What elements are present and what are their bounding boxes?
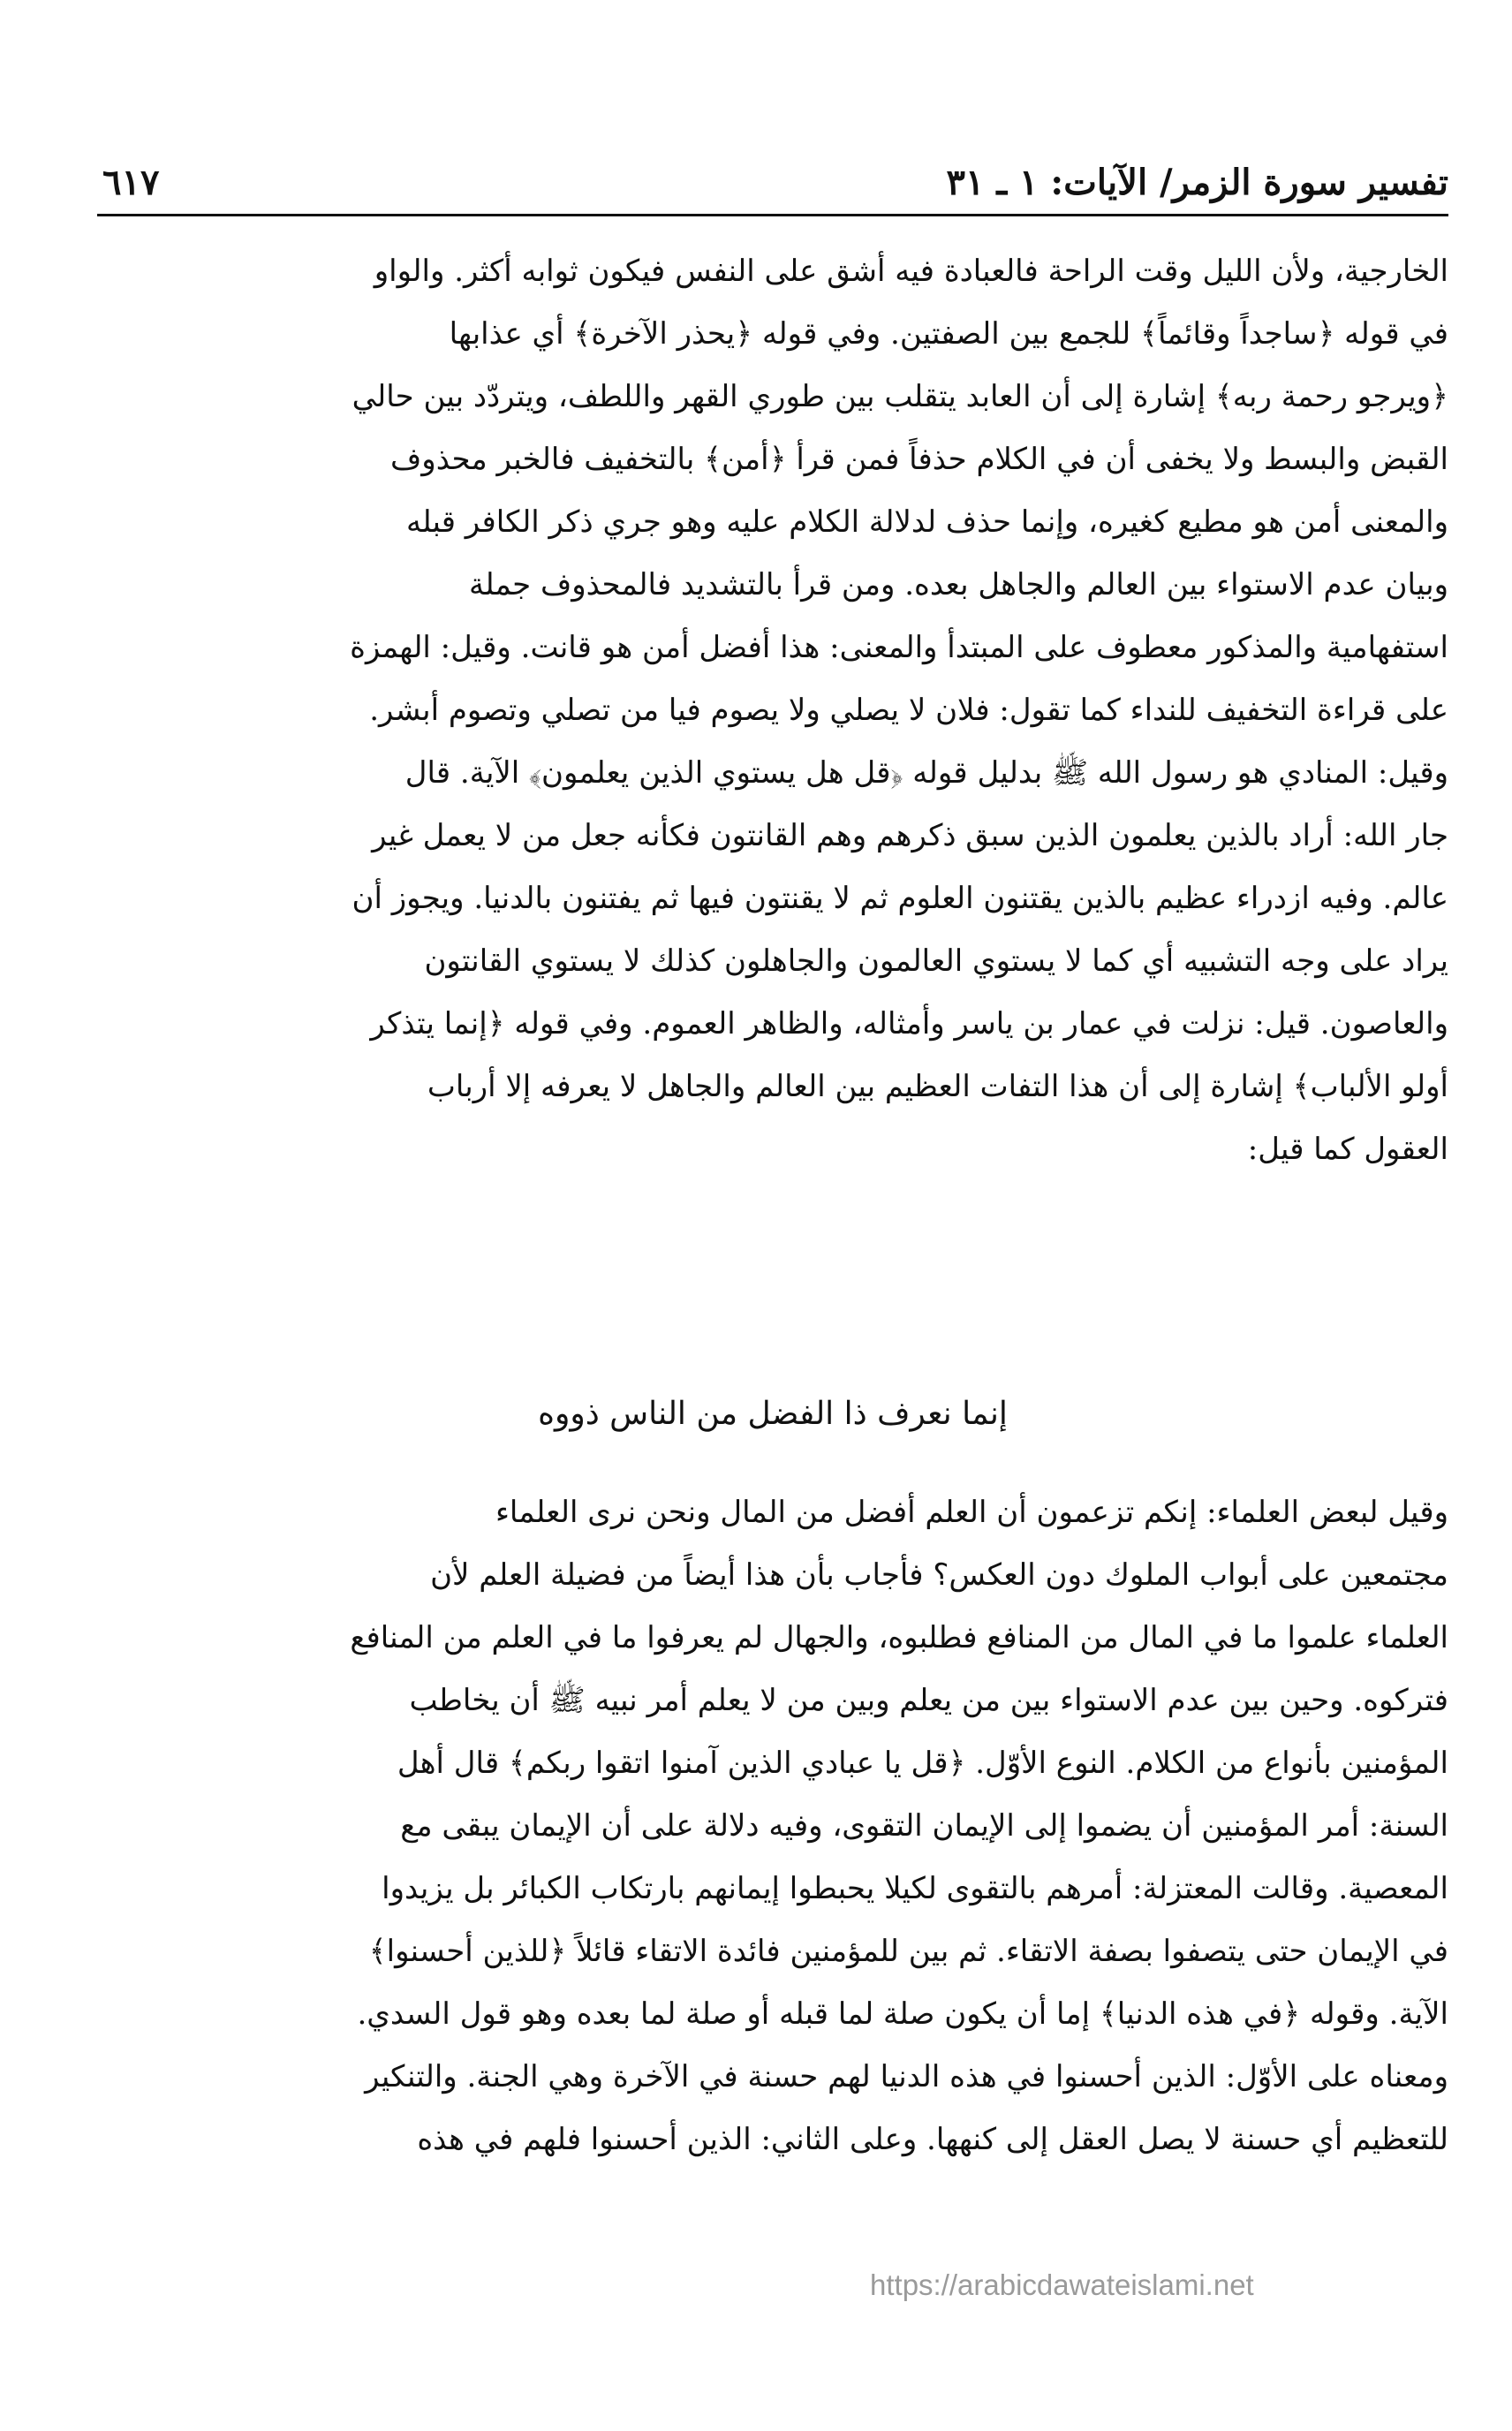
text-line: المؤمنين بأنواع من الكلام. النوع الأوّل. ﴿قل يا عبادي الذين آمنوا اتقوا ربكم﴾ قال أهل — [397, 1746, 1448, 1781]
paragraph-1 — [97, 240, 1448, 1181]
text-line: العقول كما قيل: — [1247, 1132, 1448, 1167]
text-line: وقيل: المنادي هو رسول الله ﷺ بدليل قوله ﴿قل هل يستوي الذين يعلمون﴾ الآية. قال — [404, 755, 1448, 791]
text-line: والعاصون. قيل: نزلت في عمار بن ياسر وأمثاله، والظاهر العموم. وفي قوله ﴿إنما يتذكر — [370, 1006, 1448, 1041]
text-line: القبض والبسط ولا يخفى أن في الكلام حذفاً فمن قرأ ﴿أمن﴾ بالتخفيف فالخبر محذوف — [390, 442, 1448, 477]
paragraph-2 — [97, 1481, 1448, 2171]
text-line: في الإيمان حتى يتصفوا بصفة الاتقاء. ثم بين للمؤمنين فائدة الاتقاء قائلاً ﴿للذين أحسنوا﴾ — [368, 1934, 1448, 1969]
running-title: تفسير سورة الزمر/ الآيات: ١ ـ ٣١ — [946, 162, 1448, 203]
text-line: ﴿ويرجو رحمة ربه﴾ إشارة إلى أن العابد يتقلب بين طوري القهر واللطف، ويتردّد بين حالي — [352, 379, 1448, 414]
text-line: في قوله ﴿ساجداً وقائماً﴾ للجمع بين الصفتين. وفي قوله ﴿يحذر الآخرة﴾ أي عذابها — [449, 316, 1448, 352]
text-line: أولو الألباب﴾ إشارة إلى أن هذا التفات العظيم بين العالم والجاهل لا يعرفه إلا أرباب — [427, 1069, 1448, 1104]
text-line: وقيل لبعض العلماء: إنكم تزعمون أن العلم أفضل من المال ونحن نرى العلماء — [495, 1495, 1448, 1530]
text-line: وبيان عدم الاستواء بين العالم والجاهل بعده. ومن قرأ بالتشديد فالمحذوف جملة — [469, 567, 1448, 602]
text-line: استفهامية والمذكور معطوف على المبتدأ والمعنى: هذا أفضل أمن هو قانت. وقيل: الهمزة — [350, 630, 1448, 665]
watermark-url: https://arabicdawateislami.net — [870, 2268, 1254, 2301]
text-line: الآية. وقوله ﴿في هذه الدنيا﴾ إما أن يكون صلة لما قبله أو صلة لما بعده وهو قول السدي. — [357, 1996, 1448, 2032]
text-line: الخارجية، ولأن الليل وقت الراحة فالعبادة فيه أشق على النفس فيكون ثوابه أكثر. والواو — [374, 254, 1448, 289]
text-line: يراد على وجه التشبيه أي كما لا يستوي العالمون والجاهلون كذلك لا يستوي القانتون — [424, 943, 1448, 979]
text-line: العلماء علموا ما في المال من المنافع فطلبوه، والجهال لم يعرفوا ما في العلم من المنافع — [350, 1620, 1448, 1655]
page-header — [97, 150, 1448, 216]
text-line: ومعناه على الأوّل: الذين أحسنوا في هذه الدنيا لهم حسنة في الآخرة وهي الجنة. والتنكير — [365, 2059, 1448, 2094]
page-number: ٦١٧ — [102, 162, 160, 203]
text-line: عالم. وفيه ازدراء عظيم بالذين يقتنون العلوم ثم لا يقنتون فيها ثم يفتنون بالدنيا. ويجوز أن — [352, 881, 1448, 916]
poetry-verse: إنما نعرف ذا الفضل من الناس ذووه — [538, 1396, 1008, 1432]
text-line: مجتمعين على أبواب الملوك دون العكس؟ فأجاب بأن هذا أيضاً من فضيلة العلم لأن — [430, 1557, 1448, 1593]
text-line: فتركوه. وحين بين عدم الاستواء بين من يعلم وبين من لا يعلم أمر نبيه ﷺ أن يخاطب — [409, 1683, 1448, 1718]
text-line: على قراءة التخفيف للنداء كما تقول: فلان لا يصلي ولا يصوم فيا من تصلي وتصوم أبشر. — [369, 693, 1448, 728]
text-line: جار الله: أراد بالذين يعلمون الذين سبق ذكرهم وهم القانتون فكأنه جعل من لا يعمل غير — [372, 818, 1448, 853]
text-line: للتعظيم أي حسنة لا يصل العقل إلى كنهها. وعلى الثاني: الذين أحسنوا فلهم في هذه — [417, 2122, 1448, 2157]
text-line: السنة: أمر المؤمنين أن يضموا إلى الإيمان التقوى، وفيه دلالة على أن الإيمان يبقى مع — [400, 1808, 1448, 1844]
text-line: والمعنى أمن هو مطيع كغيره، وإنما حذف لدلالة الكلام عليه وهو جري ذكر الكافر قبله — [405, 504, 1448, 540]
text-line: المعصية. وقالت المعتزلة: أمرهم بالتقوى لكيلا يحبطوا إيمانهم بارتكاب الكبائر بل يزيدوا — [382, 1871, 1448, 1906]
